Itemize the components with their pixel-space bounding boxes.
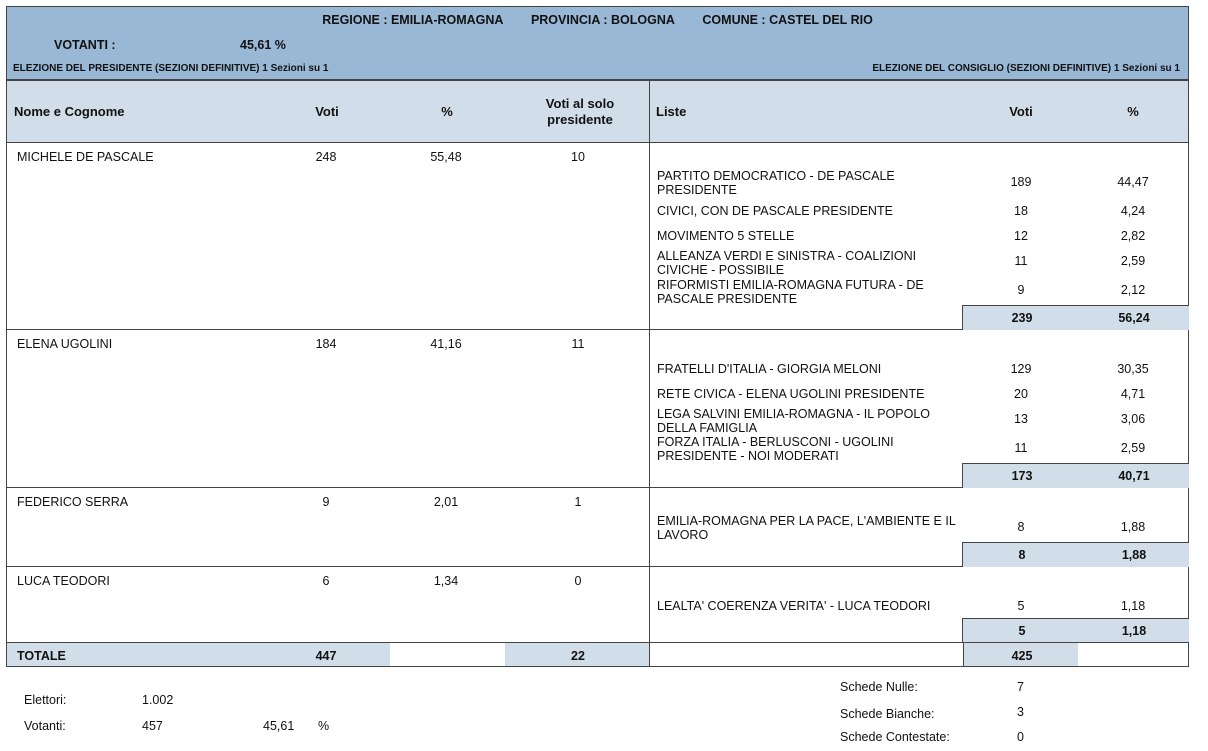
list-voti: 20: [1014, 387, 1028, 401]
list-name: MOVIMENTO 5 STELLE: [657, 229, 795, 243]
list-name: EMILIA-ROMAGNA PER LA PACE, L'AMBIENTE E IL LAVORO: [657, 514, 956, 542]
col-solo-line2: presidente: [547, 111, 613, 127]
votanti-label: VOTANTI :: [54, 38, 116, 52]
list-percent: 4,24: [1120, 204, 1146, 218]
candidate-name: FEDERICO SERRA: [17, 495, 129, 509]
votanti-footer-pct-sign: %: [318, 719, 330, 733]
col-name: Nome e Cognome: [14, 104, 125, 119]
totale-solo: 22: [571, 649, 585, 663]
col-solo-line1: Voti al solo: [545, 95, 615, 111]
list-voti: 5: [1017, 599, 1025, 613]
col-list-voti: Voti: [1009, 104, 1033, 119]
list-voti: 18: [1014, 204, 1028, 218]
list-name: FRATELLI D'ITALIA - GIORGIA MELONI: [657, 362, 882, 376]
list-percent: 4,71: [1120, 387, 1146, 401]
list-voti: 13: [1014, 412, 1028, 426]
list-subtotal: [962, 542, 1189, 567]
list-percent: 44,47: [1117, 175, 1149, 189]
candidate-solo: 11: [571, 337, 585, 351]
list-percent: 30,35: [1117, 362, 1149, 376]
votanti-footer-label: Votanti:: [24, 719, 66, 733]
regione: REGIONE : EMILIA-ROMAGNA: [322, 13, 504, 27]
elettori-label: Elettori:: [24, 693, 67, 707]
subtotal-percent: 40,71: [1118, 469, 1150, 483]
list-name: CIVICI, CON DE PASCALE PRESIDENTE: [657, 204, 893, 218]
list-percent: 3,06: [1120, 412, 1146, 426]
totale-list-row: [649, 642, 1189, 667]
totale-list-voti: 425: [1011, 649, 1033, 663]
candidate-name: ELENA UGOLINI: [17, 337, 113, 351]
schede-bianche-label: Schede Bianche:: [840, 707, 935, 721]
elettori-value: 1.002: [142, 693, 174, 707]
list-name: FORZA ITALIA - BERLUSCONI - UGOLINI PRESIDENTE - NOI MODERATI: [657, 435, 894, 463]
candidate-voti: 9: [322, 495, 330, 509]
subtotal-voti: 173: [1011, 469, 1033, 483]
president-section-title: ELEZIONE DEL PRESIDENTE (SEZIONI DEFINITIVE) 1 Sezioni su 1: [13, 63, 329, 74]
col-list-percent: %: [1127, 104, 1139, 119]
list-subtotal: [962, 305, 1189, 330]
list-name: LEALTA' COERENZA VERITA' - LUCA TEODORI: [657, 599, 931, 613]
list-voti: 11: [1014, 254, 1028, 268]
list-voti: 9: [1017, 283, 1025, 297]
totale-row: [6, 642, 650, 667]
list-name: ALLEANZA VERDI E SINISTRA - COALIZIONI CIVICHE - POSSIBILE: [657, 249, 917, 277]
schede-contestate-value: 0: [1017, 730, 1024, 744]
list-percent: 2,59: [1120, 441, 1146, 455]
list-voti: 189: [1010, 175, 1032, 189]
list-percent: 2,59: [1120, 254, 1146, 268]
list-voti: 8: [1017, 520, 1025, 534]
schede-nulle-label: Schede Nulle:: [840, 680, 918, 694]
col-percent: %: [441, 104, 453, 119]
schede-nulle-value: 7: [1017, 680, 1024, 694]
results-header: [6, 6, 1189, 80]
candidate-voti: 248: [315, 150, 337, 164]
subtotal-percent: 56,24: [1118, 311, 1150, 325]
candidate-solo: 1: [574, 495, 582, 509]
votanti-footer-percent: 45,61: [263, 719, 295, 733]
list-subtotal: [962, 463, 1189, 488]
list-percent: 2,12: [1120, 283, 1146, 297]
totale-voti: 447: [315, 649, 337, 663]
totale-label: TOTALE: [17, 649, 66, 663]
candidate-voti: 6: [322, 574, 330, 588]
provincia: PROVINCIA : BOLOGNA: [530, 13, 675, 27]
list-subtotal: [962, 618, 1189, 643]
subtotal-voti: 5: [1018, 624, 1026, 638]
comune: COMUNE : CASTEL DEL RIO: [702, 13, 873, 27]
list-percent: 1,18: [1120, 599, 1146, 613]
list-name: RIFORMISTI EMILIA-ROMAGNA FUTURA - DE PASCALE PRESIDENTE: [657, 278, 924, 306]
votanti-footer-value: 457: [142, 719, 163, 733]
list-name: RETE CIVICA - ELENA UGOLINI PRESIDENTE: [657, 387, 925, 401]
list-voti: 12: [1014, 229, 1028, 243]
schede-contestate-label: Schede Contestate:: [840, 730, 950, 744]
schede-bianche-value: 3: [1017, 705, 1024, 719]
location-line: [7, 13, 1188, 27]
subtotal-percent: 1,18: [1121, 624, 1147, 638]
subtotal-voti: 239: [1011, 311, 1033, 325]
council-section-title: ELEZIONE DEL CONSIGLIO (SEZIONI DEFINITIVE) 1 Sezioni su 1: [872, 63, 1180, 74]
list-name: PARTITO DEMOCRATICO - DE PASCALE PRESIDENTE: [657, 169, 895, 197]
subtotal-voti: 8: [1018, 548, 1026, 562]
candidate-name: MICHELE DE PASCALE: [17, 150, 154, 164]
votanti-percent: 45,61 %: [240, 38, 286, 52]
candidate-percent: 55,48: [430, 150, 462, 164]
candidate-solo: 10: [571, 150, 585, 164]
president-column-header: [6, 80, 650, 143]
candidate-percent: 2,01: [433, 495, 459, 509]
candidate-row: [6, 329, 650, 488]
col-solo-presidente: [510, 81, 650, 142]
col-liste: Liste: [656, 104, 687, 119]
candidate-voti: 184: [315, 337, 337, 351]
list-name: LEGA SALVINI EMILIA-ROMAGNA - IL POPOLO DELLA FAMIGLIA: [657, 407, 930, 435]
candidate-row: [6, 142, 650, 330]
list-voti: 129: [1010, 362, 1032, 376]
candidate-name: LUCA TEODORI: [17, 574, 110, 588]
subtotal-percent: 1,88: [1121, 548, 1147, 562]
candidate-percent: 41,16: [430, 337, 462, 351]
candidate-solo: 0: [574, 574, 582, 588]
list-percent: 2,82: [1120, 229, 1146, 243]
list-voti: 11: [1014, 441, 1028, 455]
council-column-header: [649, 80, 1189, 143]
col-voti: Voti: [315, 104, 339, 119]
list-percent: 1,88: [1120, 520, 1146, 534]
candidate-percent: 1,34: [433, 574, 459, 588]
